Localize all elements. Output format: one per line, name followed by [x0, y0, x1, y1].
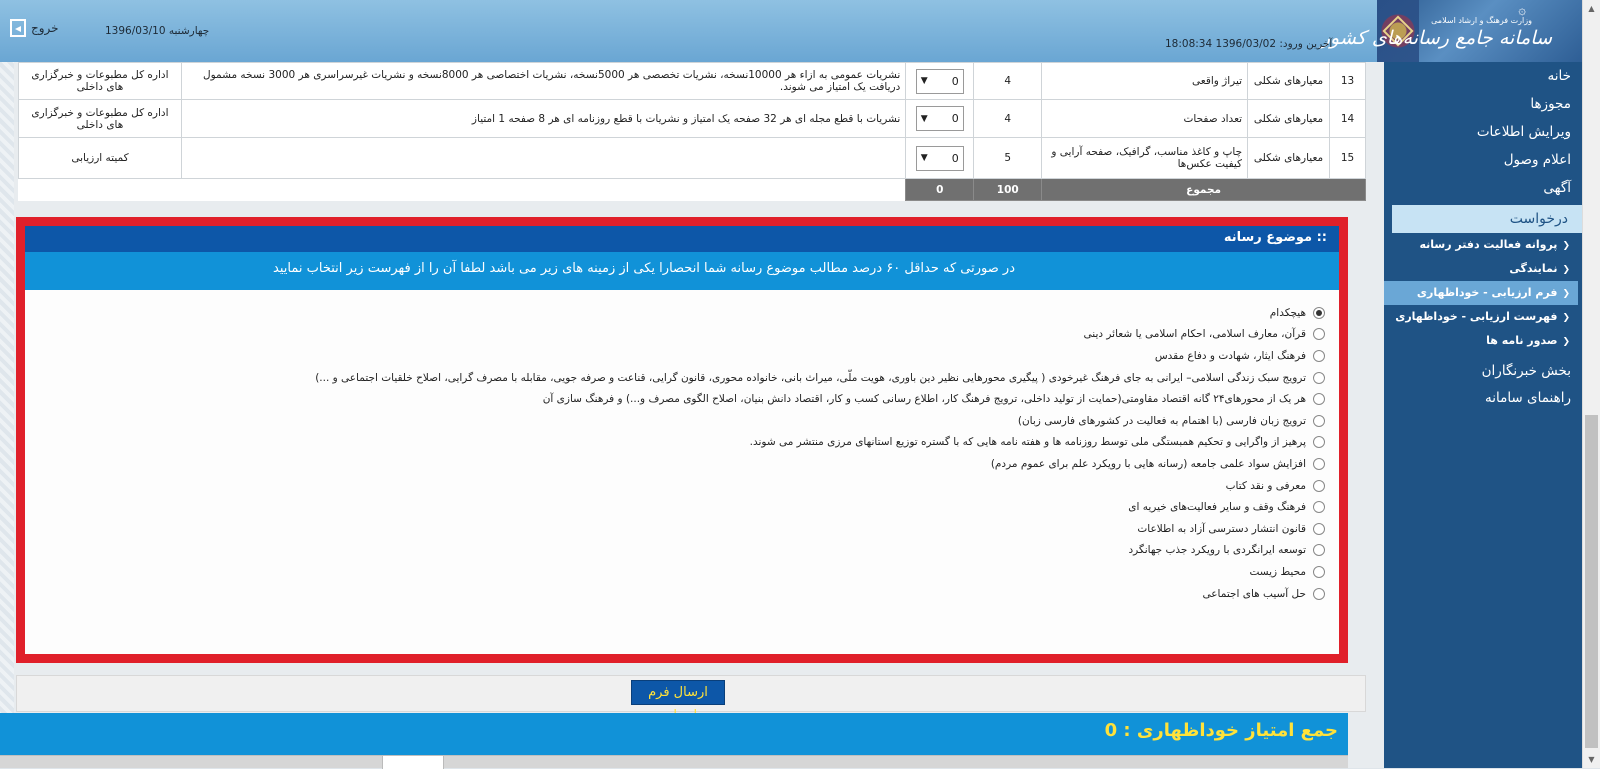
chevron-down-icon: ▼ — [920, 153, 928, 163]
topic-option-label: محیط زیست — [1249, 565, 1306, 578]
sidebar-subitem-office-license-label: پروانه فعالیت دفتر رسانه — [1419, 238, 1558, 251]
topic-radio[interactable] — [1313, 480, 1325, 492]
topic-radio[interactable] — [1313, 307, 1325, 319]
sidebar-item-request[interactable]: درخواست — [1384, 205, 1582, 233]
ministry-label: وزارت فرهنگ و ارشاد اسلامی — [1431, 16, 1532, 25]
topic-option[interactable] — [25, 302, 1325, 324]
total-max: 100 — [974, 179, 1042, 201]
row-max-score: 4 — [974, 63, 1042, 100]
topic-option-label: حل آسیب های اجتماعی — [1202, 587, 1306, 600]
topic-option-label: فرهنگ وقف و سایر فعالیت‌های خیریه ای — [1128, 501, 1306, 514]
topic-option[interactable] — [25, 388, 1325, 410]
row-max-score: 5 — [974, 138, 1042, 179]
score-select-value: 0 — [951, 74, 959, 88]
main-content — [0, 62, 1384, 768]
row-number: 13 — [1330, 63, 1366, 100]
row-criterion: چاپ و کاغذ مناسب، گرافیک، صفحه آرایی و کیفیت عکس‌ها — [1042, 138, 1248, 179]
row-number: 15 — [1330, 138, 1366, 179]
sidebar-subitem-agency[interactable] — [1384, 257, 1582, 281]
row-category: معیارهای شکلی — [1248, 100, 1330, 138]
row-description: نشریات با قطع مجله ای هر 32 صفحه یک امتیاز و نشریات با قطع روزنامه ای هر 8 صفحه 1 امتیاز — [181, 100, 905, 138]
row-criterion: تیراژ واقعی — [1042, 63, 1248, 100]
row-score-cell — [906, 138, 974, 179]
sidebar — [1384, 62, 1582, 768]
row-reference: کمیته ارزیابی — [19, 138, 182, 179]
row-criterion: تعداد صفحات — [1042, 100, 1248, 138]
score-select-value: 0 — [951, 151, 959, 165]
topic-radio[interactable] — [1313, 523, 1325, 535]
row-score-cell — [906, 63, 974, 100]
submit-evaluation-button[interactable]: ارسال فرم — [631, 680, 725, 705]
chevron-down-icon: ▼ — [920, 76, 928, 86]
topic-option-label: هیچکدام — [1269, 306, 1306, 319]
sidebar-item-journalists[interactable]: بخش خبرنگاران — [1481, 363, 1571, 379]
sidebar-item-home[interactable]: خانه — [1547, 68, 1571, 84]
row-category: معیارهای شکلی — [1248, 138, 1330, 179]
sidebar-subitem-agency-label: نمایندگی — [1509, 262, 1558, 275]
row-max-score: 4 — [974, 100, 1042, 138]
sidebar-item-ads[interactable]: آگهی — [1543, 180, 1571, 196]
topic-option-label: قانون انتشار دسترسی آزاد به اطلاعات — [1137, 522, 1306, 535]
topic-option[interactable] — [25, 432, 1325, 454]
topic-radio[interactable] — [1313, 372, 1325, 384]
score-select[interactable] — [916, 106, 964, 131]
total-empty — [19, 179, 906, 201]
topic-option[interactable] — [25, 583, 1325, 605]
table-row — [19, 63, 1366, 100]
sidebar-subitem-office-license[interactable] — [1384, 233, 1582, 257]
chevron-left-icon: ❮ — [1562, 313, 1570, 323]
topic-option-label: ترویج سبک زندگی اسلامی– ایرانی به جای فرهنگ غیرخودی ( پیگیری محورهایی نظیر دین باوری، هویت ملّی، میراث بانی، خانواده محوری، قانون گرایی، قناعت و صرفه جویی، مقابله با مصرف گرایی، اصلاح خلقیات اجتماعی و ...) — [315, 371, 1306, 384]
topic-option[interactable] — [25, 453, 1325, 475]
topic-option-label: فرهنگ ایثار، شهادت و دفاع مقدس — [1154, 349, 1306, 362]
topic-radio[interactable] — [1313, 544, 1325, 556]
score-table — [18, 62, 1366, 201]
decorative-pattern — [0, 62, 14, 768]
row-description: نشریات عمومی به ازاء هر 10000نسخه، نشریات تخصصی هر 5000نسخه، نشریات اختصاصی هر 8000نسخه و نشریات غیرسراسری هر 3000 نسخه مشمول دریافت یک امتیاز می شوند. — [181, 63, 905, 100]
row-number: 14 — [1330, 100, 1366, 138]
topic-option[interactable] — [25, 345, 1325, 367]
topic-radio[interactable] — [1313, 458, 1325, 470]
topic-radio[interactable] — [1313, 436, 1325, 448]
topic-radio[interactable] — [1313, 328, 1325, 340]
table-row — [19, 138, 1366, 179]
sidebar-item-licenses[interactable]: مجوزها — [1530, 96, 1571, 112]
topic-option[interactable] — [25, 540, 1325, 562]
media-topic-panel — [16, 217, 1348, 663]
sidebar-subitem-evaluation-form[interactable] — [1384, 281, 1578, 305]
topic-options — [25, 290, 1339, 604]
sidebar-subitem-evaluation-list[interactable] — [1384, 305, 1582, 329]
logout-icon — [10, 19, 26, 37]
total-selected: 0 — [906, 179, 974, 201]
chevron-left-icon: ❮ — [1562, 241, 1570, 251]
topic-radio[interactable] — [1313, 415, 1325, 427]
row-category: معیارهای شکلی — [1248, 63, 1330, 100]
status-strip — [0, 755, 1348, 768]
score-select[interactable] — [916, 146, 964, 171]
scrollbar-thumb[interactable] — [1585, 415, 1598, 748]
row-reference: اداره کل مطبوعات و خبرگزاری های داخلی — [19, 100, 182, 138]
last-login-text: آخرین ورود: 1396/03/02 18:08:34 — [1165, 38, 1333, 50]
topic-option-label: ترویج زبان فارسی (با اهتمام به فعالیت در کشورهای فارسی زبان) — [1017, 414, 1306, 427]
topic-radio[interactable] — [1313, 566, 1325, 578]
topic-panel-title: :: موضوع رسانه — [25, 226, 1339, 252]
topic-radio[interactable] — [1313, 350, 1325, 362]
row-description — [181, 138, 905, 179]
topic-option[interactable] — [25, 410, 1325, 432]
sidebar-item-receipt[interactable]: اعلام وصول — [1503, 152, 1571, 168]
chevron-left-icon: ❮ — [1562, 337, 1570, 347]
sidebar-subitem-letters[interactable] — [1384, 329, 1582, 353]
sidebar-subitem-letters-label: صدور نامه ها — [1486, 334, 1558, 347]
table-total-row — [19, 179, 1366, 201]
sidebar-item-help[interactable]: راهنمای سامانه — [1484, 390, 1571, 406]
app-header — [0, 0, 1582, 62]
chevron-left-icon: ❮ — [1562, 289, 1570, 299]
total-label: مجموع — [1042, 179, 1366, 201]
topic-option[interactable] — [25, 561, 1325, 583]
chevron-down-icon: ▼ — [920, 113, 928, 124]
table-row — [19, 100, 1366, 138]
logout-button[interactable] — [10, 19, 59, 37]
row-reference: اداره کل مطبوعات و خبرگزاری های داخلی — [19, 63, 182, 100]
sidebar-subitem-evaluation-form-label: فرم ارزیابی - خوداظهاری — [1416, 286, 1558, 299]
topic-option-label: قرآن، معارف اسلامی، احکام اسلامی یا شعائر دینی — [1083, 328, 1306, 341]
topic-option[interactable] — [25, 367, 1325, 389]
topic-option[interactable] — [25, 518, 1325, 540]
topic-instruction: در صورتی که حداقل ۶۰ درصد مطالب موضوع رسانه شما انحصارا یکی از زمینه های زیر می باشد لطفا آن را از فهرست زیر انتخاب نمایید — [25, 252, 1339, 290]
total-score-bar — [0, 713, 1348, 755]
chevron-left-icon: ❮ — [1562, 265, 1570, 275]
scroll-up-icon[interactable]: ▲ — [1583, 0, 1600, 17]
total-score-label: جمع امتیاز خوداظهاری : 0 — [1104, 720, 1338, 741]
score-select[interactable] — [916, 69, 964, 94]
logout-label: خروج — [31, 21, 59, 35]
scroll-down-icon[interactable]: ▼ — [1583, 751, 1600, 768]
topic-option[interactable] — [25, 324, 1325, 346]
page-scrollbar[interactable] — [1582, 0, 1600, 768]
topic-radio[interactable] — [1313, 393, 1325, 405]
topic-radio[interactable] — [1313, 588, 1325, 600]
sidebar-item-edit-info[interactable]: ویرایش اطلاعات — [1476, 124, 1571, 140]
current-date: چهارشنبه 1396/03/10 — [105, 25, 210, 37]
topic-option[interactable] — [25, 475, 1325, 497]
topic-option-label: توسعه ایرانگردی با رویکرد جذب جهانگرد — [1128, 544, 1306, 557]
topic-option[interactable] — [25, 496, 1325, 518]
topic-option-label: پرهیز از واگرایی و تحکیم همبستگی ملی توسط روزنامه ها و هفته نامه هایی که با گستره توزیع استانهای مرزی منتشر می شوند. — [749, 436, 1306, 449]
site-logo[interactable] — [1320, 0, 1582, 62]
topic-radio[interactable] — [1313, 501, 1325, 513]
emblem-icon: ۞ — [1518, 3, 1526, 18]
sidebar-subitem-evaluation-list-label: فهرست ارزیابی - خوداظهاری — [1395, 310, 1558, 323]
topic-option-label: هر یک از محورهای۲۴ گانه اقتصاد مقاومتی(حمایت از تولید داخلی، ترویج فرهنگ کار، اطلاع رسانی کسب و کار، اقتصاد دانش بنیان، اصلاح الگوی مصرف و...) و فرهنگ سازی آن — [542, 393, 1306, 406]
topic-option-label: افزایش سواد علمی جامعه (رسانه هایی با رویکرد علم برای عموم مردم) — [990, 457, 1306, 470]
topic-option-label: معرفی و نقد کتاب — [1225, 479, 1306, 492]
brand-title: سامانه جامع رسانه‌های کشور — [1320, 27, 1552, 49]
score-select-value: 0 — [951, 112, 959, 125]
row-score-cell — [906, 100, 974, 138]
submit-bar — [16, 675, 1366, 712]
